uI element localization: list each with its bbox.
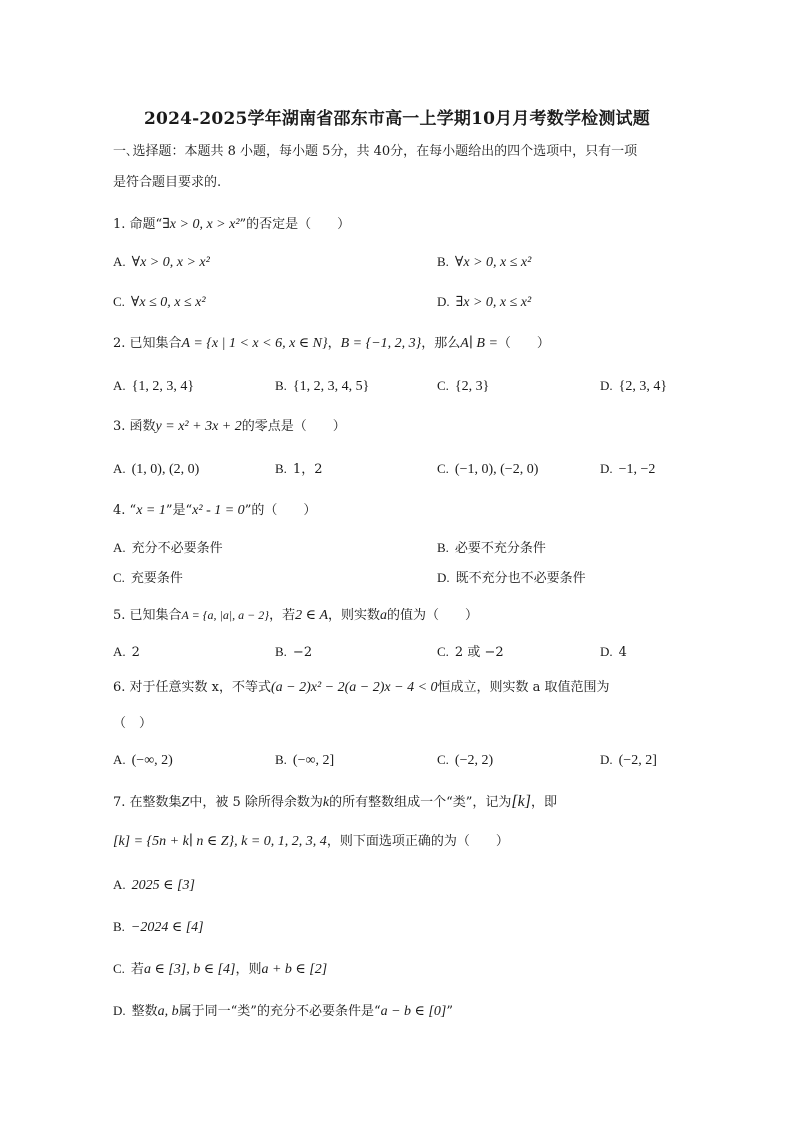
q1-prefix: 1. 命题“ bbox=[113, 217, 163, 232]
question-5: 5. 已知集合A = {a, |a|, a − 2}，若2 ∈ A，则实数a的值为（ ） bbox=[113, 608, 479, 623]
q5-option-d: D. 4 bbox=[600, 644, 627, 660]
q2-set-b: B = {−1, 2, 3} bbox=[340, 336, 422, 351]
question-3: 3. 函数y = x² + 3x + 2的零点是（ ） bbox=[113, 419, 346, 434]
q2-option-d: D. {2, 3, 4} bbox=[600, 378, 668, 394]
q1-suffix: ”的否定是（ ） bbox=[239, 217, 351, 232]
q3-option-b: B. 1，2 bbox=[275, 461, 323, 477]
q6-option-b: B. (−∞, 2] bbox=[275, 752, 335, 768]
q1-option-c: C. ∀x ≤ 0, x ≤ x² bbox=[113, 294, 206, 310]
q1-math: ∃x > 0, x > x² bbox=[162, 217, 240, 232]
q2-set-a: A = {x | 1 < x < 6, x ∈ N} bbox=[181, 336, 328, 351]
q7-option-b: B. −2024 ∈ [4] bbox=[113, 919, 204, 935]
q2-option-b: B. {1, 2, 3, 4, 5} bbox=[275, 378, 370, 394]
q4-option-c: C. 充要条件 bbox=[113, 570, 183, 586]
q3-option-d: D. −1, −2 bbox=[600, 461, 656, 477]
section-instructions-line2: 是符合题目要求的. bbox=[113, 175, 222, 190]
q2-expression: A∣ B = bbox=[460, 336, 498, 351]
q2-option-c: C. {2, 3} bbox=[437, 378, 490, 394]
q4-option-a: A. 充分不必要条件 bbox=[113, 540, 223, 556]
q1-option-a: A. ∀x > 0, x > x² bbox=[113, 254, 210, 270]
q1-option-d: D. ∃x > 0, x ≤ x² bbox=[437, 294, 532, 310]
q5-option-c: C. 2 或 −2 bbox=[437, 644, 504, 660]
q7-option-d: D. 整数a, b属于同一“类”的充分不必要条件是“a − b ∈ [0]” bbox=[113, 1003, 453, 1019]
q1-option-b: B. ∀x > 0, x ≤ x² bbox=[437, 254, 532, 270]
question-7-line2: [k] = {5n + k∣ n ∈ Z}, k = 0, 1, 2, 3, 4，则下面选项正确的为（ ） bbox=[113, 834, 509, 849]
q2-option-a: A. {1, 2, 3, 4} bbox=[113, 378, 195, 394]
q6-option-c: C. (−2, 2) bbox=[437, 752, 494, 768]
q7-option-c: C. 若a ∈ [3], b ∈ [4]，则a + b ∈ [2] bbox=[113, 961, 328, 977]
q4-option-d: D. 既不充分也不必要条件 bbox=[437, 570, 586, 586]
question-6: 6. 对于任意实数 x，不等式(a − 2)x² − 2(a − 2)x − 4 < 0恒成立，则实数 a 取值范围为 bbox=[113, 680, 610, 695]
question-2: 2. 已知集合A = {x | 1 < x < 6, x ∈ N}，B = {−1, 2, 3}，那么A∣ B =（ ） bbox=[113, 336, 550, 351]
q5-option-a: A. 2 bbox=[113, 644, 140, 660]
question-7: 7. 在整数集Z中，被 5 除所得余数为k的所有整数组成一个“类”，记为[k]，即 bbox=[113, 793, 557, 810]
q4-option-b: B. 必要不充分条件 bbox=[437, 540, 546, 556]
q3-option-a: A. (1, 0), (2, 0) bbox=[113, 461, 200, 477]
section-instructions-line1: 一､选择题：本题共 8 小题，每小题 5分，共 40分，在每小题给出的四个选项中，只有一项 bbox=[113, 144, 638, 159]
question-4: 4. “x = 1”是“x² - 1 = 0”的（ ） bbox=[113, 503, 317, 518]
q5-option-b: B. −2 bbox=[275, 644, 313, 660]
q7-option-a: A. 2025 ∈ [3] bbox=[113, 877, 195, 893]
q3-math: y = x² + 3x + 2 bbox=[155, 419, 242, 434]
page-title: 2024-2025学年湖南省邵东市高一上学期10月月考数学检测试题 bbox=[144, 109, 650, 129]
question-6-answer-bracket: （ ） bbox=[113, 716, 153, 731]
q6-option-a: A. (−∞, 2) bbox=[113, 752, 173, 768]
q3-option-c: C. (−1, 0), (−2, 0) bbox=[437, 461, 539, 477]
question-1 bbox=[113, 216, 350, 234]
q6-option-d: D. (−2, 2] bbox=[600, 752, 657, 768]
